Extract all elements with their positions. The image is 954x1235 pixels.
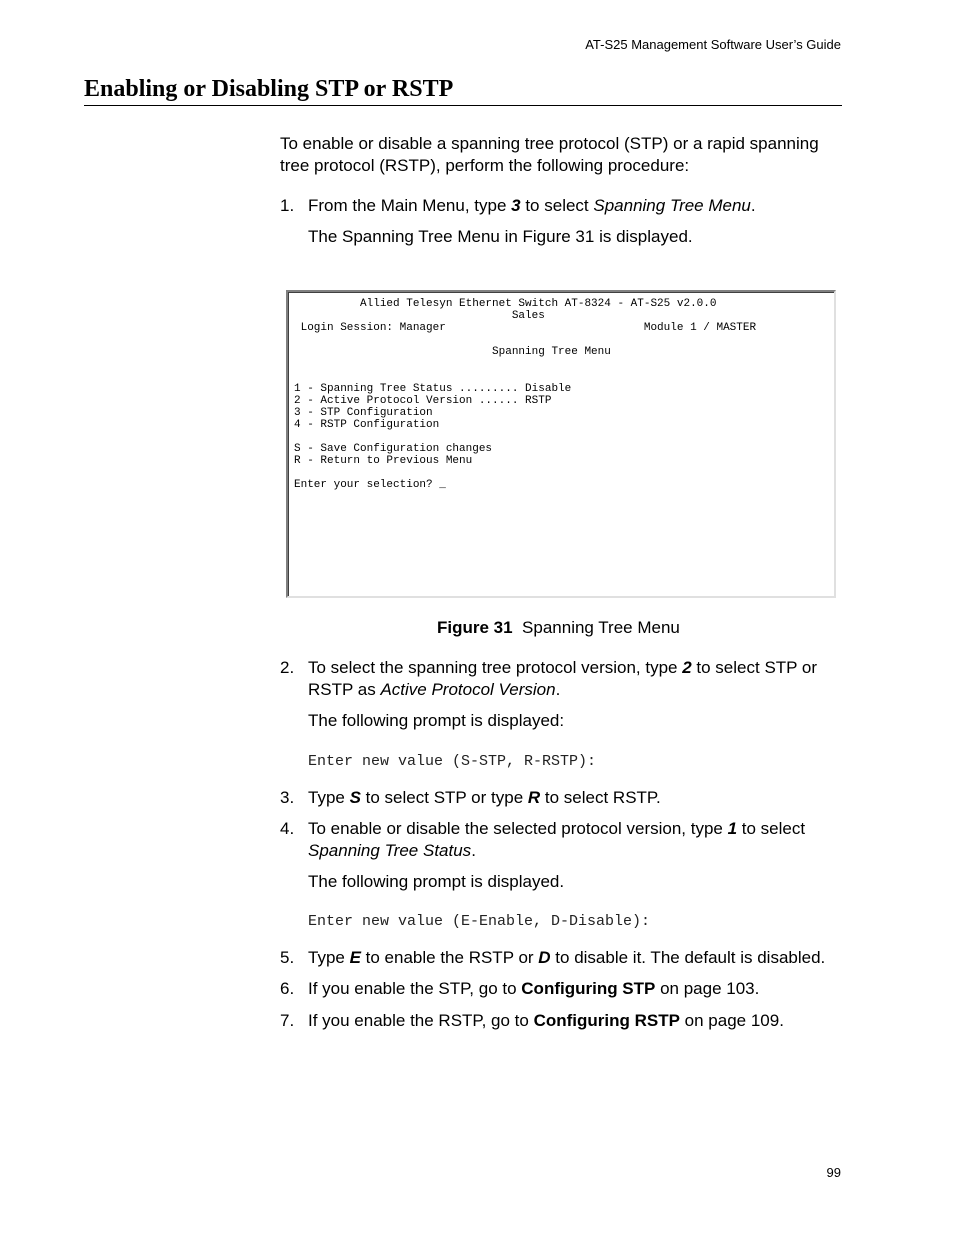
step-5: 5. Type E to enable the RSTP or D to disable it. The default is disabled. (280, 948, 826, 967)
intro-paragraph: To enable or disable a spanning tree protocol (STP) or a rapid spanning tree protocol (RSTP), perform the following procedure: (280, 134, 819, 175)
step-2-result: The following prompt is displayed: (308, 711, 565, 730)
prompt-status: Enter new value (E-Enable, D-Disable): (308, 913, 651, 930)
page-number: 99 (826, 1165, 841, 1180)
step-7: 7. If you enable the RSTP, go to Configuring RSTP on page 109. (280, 1011, 784, 1030)
prompt-protocol: Enter new value (S-STP, R-RSTP): (308, 753, 597, 770)
terminal-screenshot (286, 290, 836, 598)
step-2: 2. To select the spanning tree protocol version, type 2 to select STP or RSTP as Active Protocol Version. (280, 658, 818, 699)
menu-key: 3 (511, 196, 521, 215)
figure-caption: Figure 31 Spanning Tree Menu (437, 618, 680, 637)
menu-key: 2 (682, 658, 692, 677)
step-4-result: The following prompt is displayed. (308, 872, 565, 891)
section-title: Enabling or Disabling STP or RSTP (84, 76, 842, 106)
terminal-text: Allied Telesyn Ethernet Switch AT-8324 - AT-S25 v2.0.0 Sales Login Session: Manager Module 1 / MASTER Spanning Tree Menu 1 - Spanning Tree Status ......... Disable 2 - Active Protocol Version ...... RSTP 3 - STP Configuration 4 - RSTP Configuration S - Save Configuration changes R - Return to Previous Menu Enter your selection? _ (294, 298, 757, 492)
step-3: 3. Type S to select STP or type R to select RSTP. (280, 788, 661, 807)
step-4: 4. To enable or disable the selected protocol version, type 1 to select Spanning Tree Status. (280, 819, 806, 860)
link-configuring-stp[interactable]: Configuring STP (521, 979, 656, 998)
step-number: 1. (280, 196, 295, 215)
running-header: AT-S25 Management Software User’s Guide (585, 37, 841, 52)
step-6: 6. If you enable the STP, go to Configuring STP on page 103. (280, 979, 760, 998)
step-1: 1. From the Main Menu, type 3 to select Spanning Tree Menu. (280, 196, 756, 215)
step-1-result: The Spanning Tree Menu in Figure 31 is displayed. (308, 227, 693, 246)
link-configuring-rstp[interactable]: Configuring RSTP (533, 1011, 680, 1030)
